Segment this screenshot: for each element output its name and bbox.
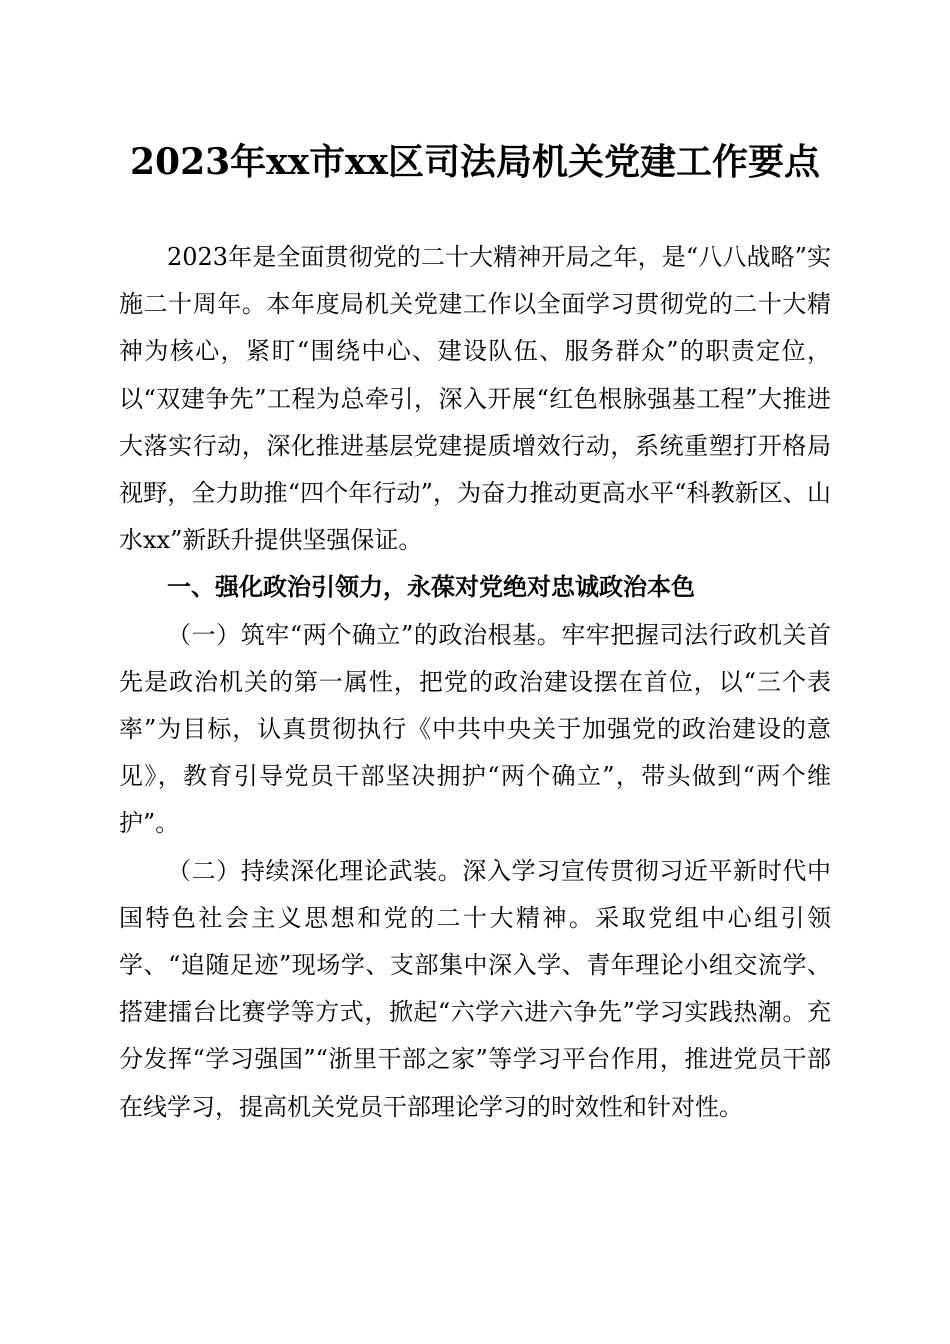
- item-1-lead: （一）筑牢“两个确立”的政治根基。: [167, 620, 562, 649]
- item-1-body: 牢牢把握司法行政机关首先是政治机关的第一属性，把党的政治建设摆在首位，以“三个表率”为目标，认真贯彻执行《中共中央关于加强党的政治建设的意见》，教育引导党员干部坚决拥护“两个确立”，带头做到“两个维护”。: [119, 620, 832, 838]
- item-2-lead: （二）持续深化理论武装。: [167, 856, 463, 885]
- item-1-paragraph: [119, 612, 831, 848]
- item-2-body: 深入学习宣传贯彻习近平新时代中国特色社会主义思想和党的二十大精神。采取党组中心组引领学、“追随足迹”现场学、支部集中深入学、青年理论小组交流学、搭建擂台比赛学等方式，掀起“六学六进六争先”学习实践热潮。充分发挥“学习强国”“浙里干部之家”等学习平台作用，推进党员干部在线学习，提高机关党员干部理论学习的时效性和针对性。: [119, 856, 832, 1121]
- document-title: 2023年xx市xx区司法局机关党建工作要点: [129, 141, 821, 183]
- item-2-paragraph: [119, 848, 831, 1131]
- intro-paragraph: 2023年是全面贯彻党的二十大精神开局之年，是“八八战略”实施二十周年。本年度局机关党建工作以全面学习贯彻党的二十大精神为核心，紧盯“围绕中心、建设队伍、服务群众”的职责定位，以“双建争先”工程为总牵引，深入开展“红色根脉强基工程”大推进大落实行动，深化推进基层党建提质增效行动，系统重塑打开格局视野，全力助推“四个年行动”，为奋力推动更高水平“科教新区、山水xx”新跃升提供坚强保证。: [119, 243, 831, 555]
- document-body: [119, 234, 831, 1131]
- section-heading-1: 一、强化政治引领力，永葆对党绝对忠诚政治本色: [167, 573, 695, 602]
